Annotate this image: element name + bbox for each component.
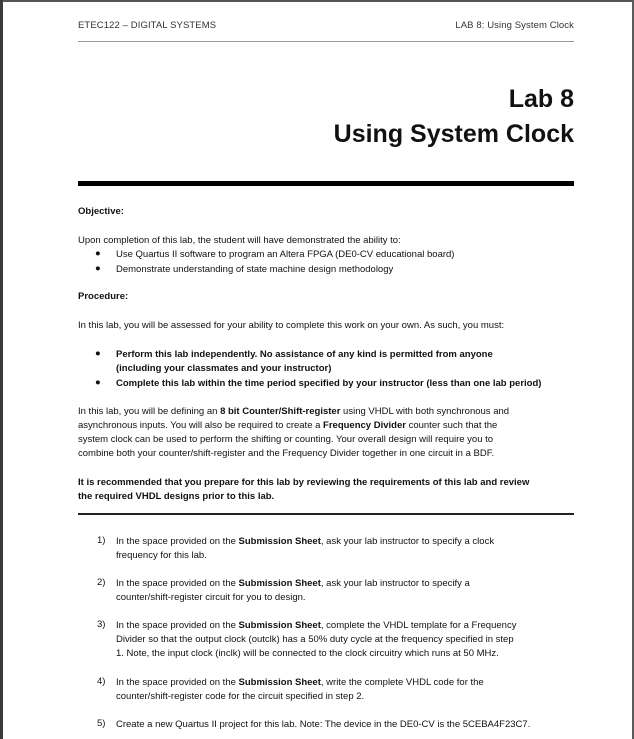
step-3-line3: 1. Note, the input clock (inclk) will be connected to the clock circuitry which runs at 50 MHz. (116, 648, 499, 659)
lab-number-title: Lab 8 (508, 85, 574, 113)
header-course: ETEC122 – DIGITAL SYSTEMS (78, 20, 217, 31)
page-top-edge (0, 0, 634, 2)
step-bold-term: Submission Sheet (238, 536, 321, 547)
step-text: In the space provided on the (116, 620, 239, 631)
step-bold-term: Submission Sheet (238, 677, 321, 688)
bullet-dot: ● (95, 248, 101, 259)
procedure-para-line1 (78, 405, 509, 419)
objective-bullet-1: Use Quartus II software to program an Altera FPGA (DE0-CV educational board) (116, 249, 455, 260)
step-3-line2: Divider so that the output clock (outclk) has a 50% duty cycle at the frequency specified in step (116, 634, 514, 645)
step-3-line1 (116, 619, 516, 633)
bullet-dot: ● (95, 348, 101, 359)
lab-name-title: Using System Clock (333, 120, 574, 148)
header-lab: LAB 8: Using System Clock (455, 20, 574, 31)
procedure-intro: In this lab, you will be assessed for your ability to complete this work on your own. As such, you must: (78, 320, 505, 331)
procedure-para-line2 (78, 419, 497, 433)
objective-intro: Upon completion of this lab, the student will have demonstrated the ability to: (78, 235, 401, 246)
procedure-bullet-1-line2: (including your classmates and your instructor) (116, 363, 332, 374)
step-2-line2: counter/shift-register circuit for you to design. (116, 592, 306, 603)
para-bold-term: Frequency Divider (323, 420, 406, 431)
procedure-para-line4: combine both your counter/shift-register and the Frequency Divider together in one circuit in a BDF. (78, 448, 495, 459)
step-2-line1 (116, 577, 470, 591)
step-1-line1 (116, 535, 494, 549)
objective-heading: Objective: (78, 206, 124, 217)
recommend-line2: the required VHDL designs prior to this lab. (78, 491, 275, 502)
title-divider (78, 181, 574, 186)
step-text: , complete the VHDL template for a Frequency (320, 620, 517, 631)
page-left-edge (0, 0, 3, 739)
step-number: 5) (97, 718, 106, 729)
para-text: using VHDL with both synchronous and (340, 406, 510, 417)
procedure-heading: Procedure: (78, 291, 129, 302)
step-text: , write the complete VHDL code for the (320, 677, 484, 688)
step-bold-term: Submission Sheet (238, 620, 321, 631)
step-number: 2) (97, 577, 106, 588)
step-text: In the space provided on the (116, 536, 239, 547)
step-number: 1) (97, 535, 106, 546)
step-text: , ask your lab instructor to specify a (320, 578, 470, 589)
step-bold-term: Submission Sheet (238, 578, 321, 589)
bullet-dot: ● (95, 263, 101, 274)
step-text: In the space provided on the (116, 578, 239, 589)
bullet-dot: ● (95, 377, 101, 388)
recommend-line1: It is recommended that you prepare for this lab by reviewing the requirements of this lab and review (78, 477, 530, 488)
objective-bullet-2: Demonstrate understanding of state machine design methodology (116, 264, 394, 275)
step-1-line2: frequency for this lab. (116, 550, 207, 561)
para-text: In this lab, you will be defining an (78, 406, 221, 417)
step-text: , ask your lab instructor to specify a clock (320, 536, 495, 547)
step-text: In the space provided on the (116, 677, 239, 688)
step-4-line2: counter/shift-register code for the circuit specified in step 2. (116, 691, 365, 702)
para-text: counter such that the (405, 420, 498, 431)
header-divider (78, 41, 574, 42)
procedure-bullet-1-line1: Perform this lab independently. No assistance of any kind is permitted from anyone (116, 349, 493, 360)
step-number: 4) (97, 676, 106, 687)
procedure-para-line3: system clock can be used to perform the shifting or counting. Your overall design will require you to (78, 434, 494, 445)
procedure-divider (78, 513, 574, 515)
procedure-bullet-2: Complete this lab within the time period specified by your instructor (less than one lab period) (116, 378, 542, 389)
running-header (78, 20, 574, 34)
para-text: asynchronous inputs. You will also be required to create a (78, 420, 324, 431)
step-number: 3) (97, 619, 106, 630)
step-5-line1: Create a new Quartus II project for this lab. Note: The device in the DE0-CV is the 5CEBA4F23C7. (116, 719, 531, 730)
para-bold-term: 8 bit Counter/Shift-register (220, 406, 341, 417)
step-4-line1 (116, 676, 484, 690)
